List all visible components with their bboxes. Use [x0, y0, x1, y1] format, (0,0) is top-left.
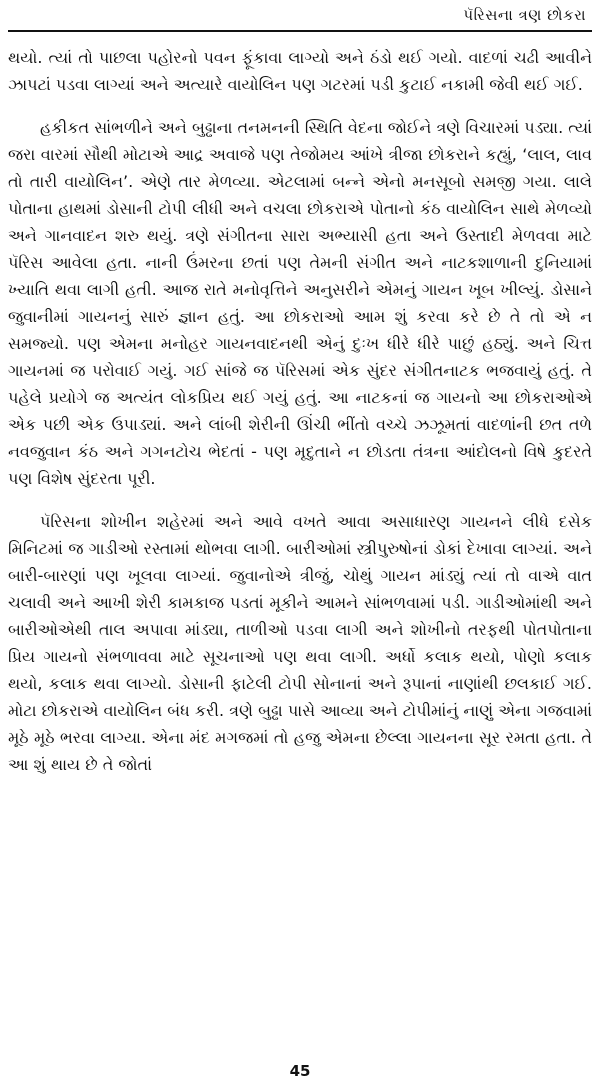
paragraph: હકીકત સાંભળીને અને બુઢ્ઢાના તનમનની સ્થિતિ વેદના જોઈને ત્રણે વિચારમાં પડ્યા. ત્યાં જરા વારમાં સૌથી મોટાએ આદ્ર અવાજે પણ તેજોમય આંખે ત્રીજા છોકરાને કહ્યું, ‘લાલ, લાવ તો તારી વાયોલિન’. એણે તાર મેળવ્યા. એટલામાં બન્ને એનો મનસૂબો સમજી ગયા. લાલે પોતાના હાથમાં ડોસાની ટોપી લીધી અને વચલા છોકરાએ પોતાનો કંઠ વાયોલિન સાથે મેળવ્યો અને ગાનવાદન શરુ થયું. ત્રણે સંગીતના સારા અભ્યાસી હતા અને ઉસ્તાદી મેળવવા માટે પૅરિસ આવેલા હતા. નાની ઉંમરના છતાં પણ તેમની સંગીત અને નાટકશાળાની દુનિયામાં ખ્યાતિ થવા લાગી હતી. આજ રાતે મનોવૃત્તિને અનુસરીને એમનું ગાયન ખૂબ ખીલ્યું. ડોસાને જુવાનીમાં ગાયનનું સારું જ્ઞાન હતું. આ છોકરાઓ આમ શું કરવા કરે છે તે તો એ ન સમજ્યો. પણ એમના મનોહર ગાયનવાદનથી એનું દુઃખ ધીરે ધીરે પાછું હઠ્યું. અને ચિત્ત ગાયનમાં જ પરોવાઈ ગયું. ગઈ સાંજે જ પૅરિસમાં એક સુંદર સંગીતનાટક ભજવાયું હતું. તે પહેલે પ્રયોગે જ અત્યંત લોકપ્રિય થઈ ગયું હતું. આ નાટકનાં જ ગાયનો આ છોકરાઓએ એક પછી એક ઉપાડ્યાં. અને લાંબી શેરીની ઊંચી ભીંતો વચ્ચે ઝઝૂમતાં વાદળાંની છત તળે નવજુવાન કંઠ અને ગગનટોચ ભેદતાં - પણ મૃદુતાને ન છોડતા તંત્રના આંદોલનો વિષે કુદરતે પણ વિશેષ સુંદરતા પૂરી. — [8, 118, 592, 488]
running-title: પૅરિસના ત્રણ છોકરા — [463, 6, 586, 24]
header-rule — [8, 30, 592, 32]
paragraph-continued: થયો. ત્યાં તો પાછલા પહોરનો પવન ફૂંકાવા લાગ્યો અને ઠંડો થઈ ગયો. વાદળાં ચઢી આવીને ઝાપટાં પડવા લાગ્યાં અને અત્યારે વાયોલિન પણ ગટરમાં પડી કુટાઈ નકામી જેવી થઈ ગઈ. — [8, 48, 592, 94]
body-text — [8, 44, 592, 778]
paragraph-spacer — [8, 492, 592, 508]
paragraph-spacer — [8, 98, 592, 114]
page-number: 45 — [289, 1062, 311, 1080]
paragraph: પૅરિસના શોખીન શહેરમાં અને આવે વખતે આવા અસાધારણ ગાયનને લીધે દસેક મિનિટમાં જ ગાડીઓ રસ્તામાં થોભવા લાગી. બારીઓમાં સ્ત્રીપુરુષોનાં ડોકાં દેખાવા લાગ્યાં. અને બારી-બારણાં પણ ખૂલવા લાગ્યાં. જુવાનોએ ત્રીજું, ચોથું ગાયન માંડ્યું ત્યાં તો વાએ વાત ચલાવી અને આખી શેરી કામકાજ પડતાં મૂકીને આમને સાંભળવામાં પડી. ગાડીઓમાંથી અને બારીઓએથી તાલ અપાવા માંડ્યા, તાળીઓ પડવા લાગી અને શોખીનો તરફથી પોતપોતાના પ્રિય ગાયનો સંભળાવવા માટે સૂચનાઓ પણ થવા લાગી. અર્ધો કલાક થયો, પોણો કલાક થયો, કલાક થવા લાગ્યો. ડોસાની ફાટેલી ટોપી સોનાનાં અને રૂપાનાં નાણાંથી છલકાઈ ગઈ. મોટા છોકરાએ વાયોલિન બંધ કરી. ત્રણે બુઢ્ઢા પાસે આવ્યા અને ટોપીમાંનું નાણું એના ગજવામાં મૂઠે મૂઠે ભરવા લાગ્યા. એના મંદ મગજમાં તો હજુ એમના છેલ્લા ગાયનના સૂર રમતા હતા. તે આ શું થાય છે તે જોતાં — [8, 512, 592, 774]
